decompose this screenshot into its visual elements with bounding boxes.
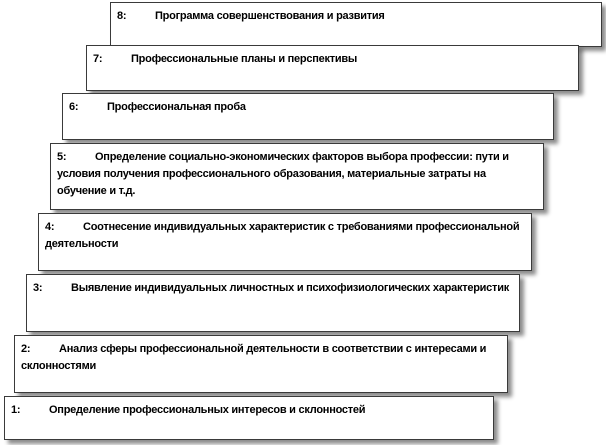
step-number: 6: — [69, 101, 79, 113]
step-box-5 — [50, 143, 544, 210]
step-number: 4: — [45, 221, 55, 233]
step-box-4 — [38, 213, 532, 271]
step-number: 3: — [33, 282, 43, 294]
step-text: Определение социально-экономических факторов выбора профессии: пути и условия получения профессионального образования, материальные затраты на обучение и т.д. — [57, 151, 509, 197]
step-text: Программа совершенствования и развития — [155, 10, 385, 22]
step-text: Соотнесение индивидуальных характеристик с требованиями профессиональной деятельности — [45, 221, 520, 250]
step-number: 2: — [21, 343, 31, 355]
step-box-3 — [26, 274, 520, 332]
step-box-6 — [62, 93, 554, 140]
step-text: Анализ сферы профессиональной деятельности в соответствии с интересами и склонностями — [21, 343, 487, 372]
step-text: Профессиональные планы и перспективы — [131, 53, 358, 65]
step-box-8 — [110, 2, 602, 47]
step-text: Выявление индивидуальных личностных и психофизиологических характеристик — [71, 282, 509, 294]
step-number: 8: — [117, 10, 127, 22]
step-number: 5: — [57, 151, 67, 163]
step-number: 1: — [11, 404, 21, 416]
step-text: Профессиональная проба — [107, 101, 246, 113]
step-box-2 — [14, 335, 508, 393]
step-box-1 — [4, 396, 494, 440]
step-number: 7: — [93, 53, 103, 65]
step-text: Определение профессиональных интересов и склонностей — [49, 404, 366, 416]
step-box-7 — [86, 45, 579, 91]
